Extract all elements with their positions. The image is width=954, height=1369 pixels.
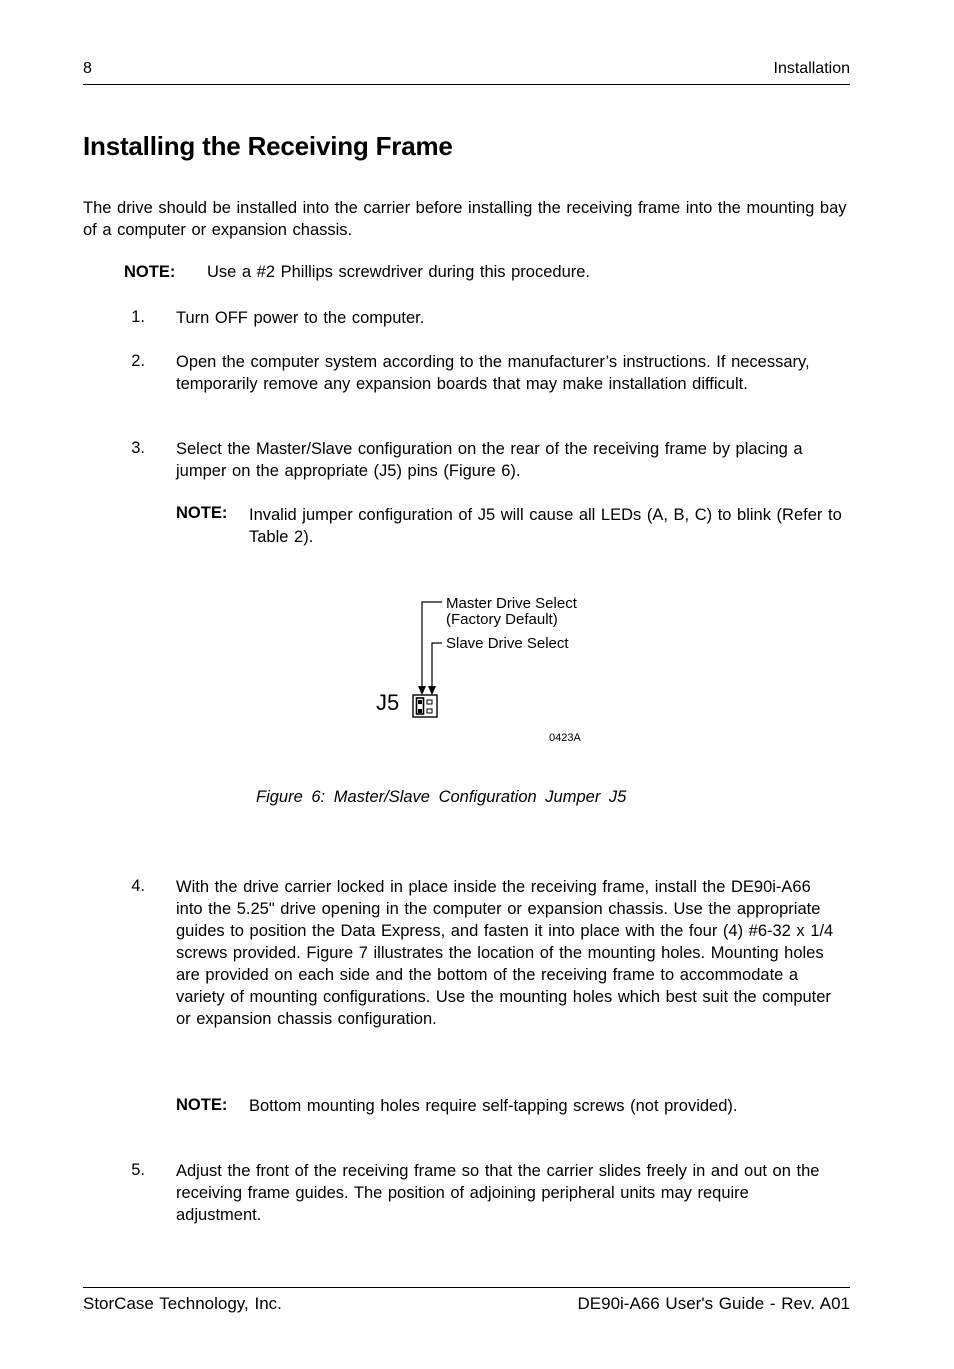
pin [427, 709, 432, 713]
step-text: Turn OFF power to the computer. [176, 309, 425, 327]
page-number: 8 [83, 60, 92, 77]
step-text: With the drive carrier locked in place inside the receiving frame, install the DE90i-A66 into the 5.25" drive opening in the computer or expansion chassis. Use the appropriate guides to position the Data Express, and fasten it into place with the four (4) #6-32 x 1/4 screws provided. Figure 7 illustrates the location of the mounting holes. Mounting holes are provided on each side and the bottom of the receiving frame to accommodate a variety of mounting configurations. Use the mounting holes which best suit the computer or expansion chassis configuration. [176, 878, 834, 1028]
pin [418, 700, 422, 704]
step-number: 2. [131, 352, 145, 370]
note-label: NOTE: [124, 263, 176, 281]
step-text: Select the Master/Slave configuration on the rear of the receiving frame by placing a jumper on the appropriate (J5) pins (Figure 6). [176, 440, 803, 480]
step-text: Open the computer system according to the manufacturer’s instructions. If necessary, temporarily remove any expansion boards that may make installation difficult. [176, 353, 810, 393]
step-number: 4. [131, 877, 145, 895]
note-label: NOTE: [176, 1096, 228, 1114]
intro-paragraph: The drive should be installed into the carrier before installing the receiving frame into the mounting bay of a computer or expansion chassis. [83, 199, 847, 239]
master-label: Master Drive Select [446, 595, 577, 612]
slave-arrow-icon [428, 686, 436, 695]
step-number: 5. [131, 1161, 145, 1179]
pin [418, 709, 422, 713]
page-title: Installing the Receiving Frame [83, 131, 453, 161]
footer-guide-title: DE90i-A66 User's Guide - Rev. A01 [577, 1294, 850, 1313]
note-label: NOTE: [176, 504, 228, 522]
master-arrow-icon [418, 686, 426, 695]
master-label-default: (Factory Default) [446, 611, 558, 628]
footer-rule [83, 1287, 850, 1288]
step-number: 3. [131, 439, 145, 457]
figure-caption: Figure 6: Master/Slave Configuration Jumper J5 [256, 788, 627, 806]
step-number: 1. [131, 308, 145, 326]
section-title: Installation [773, 60, 850, 77]
footer-company: StorCase Technology, Inc. [83, 1294, 282, 1313]
note-text: Use a #2 Phillips screwdriver during this procedure. [207, 263, 591, 281]
part-number: 0423A [549, 732, 581, 744]
slave-leader-line [432, 643, 442, 688]
slave-label: Slave Drive Select [446, 635, 569, 652]
note-text: Bottom mounting holes require self-tapping screws (not provided). [249, 1097, 738, 1115]
note-text: Invalid jumper configuration of J5 will cause all LEDs (A, B, C) to blink (Refer to Table 2). [249, 506, 842, 546]
header-rule [83, 84, 850, 85]
connector-label: J5 [376, 690, 400, 715]
step-text: Adjust the front of the receiving frame so that the carrier slides freely in and out on the receiving frame guides. The position of adjoining peripheral units may require adjustment. [176, 1162, 820, 1224]
pin [427, 700, 432, 704]
